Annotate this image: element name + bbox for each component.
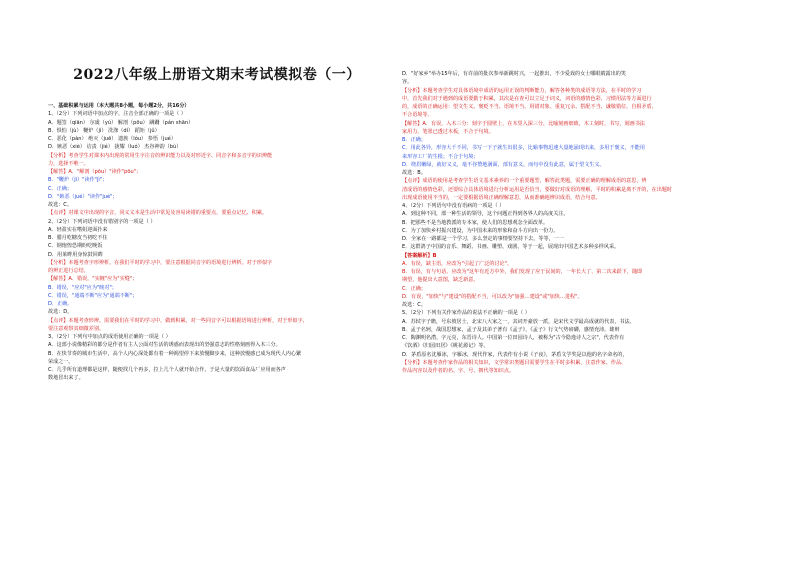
text-line: 不合语境等。 <box>402 112 433 119</box>
left-column <box>48 102 386 383</box>
text-line: 容。 <box>402 79 413 86</box>
text-line: 【解答】A．错误，"实缠"应为"实缝"； <box>48 276 138 283</box>
text-line: A．有误，缺主语，应改为"引起了广泛的讨论"。 <box>402 260 513 267</box>
text-line: 故选：C。 <box>402 302 426 308</box>
text-line: 【点评】对课文中出现的字音，同义义本是生活中常见及容易读错的重要点，要重点记忆、积累。 <box>48 210 268 217</box>
text-line: B．错误，"应对"应为"映对"； <box>48 284 117 291</box>
text-line: C．正确； <box>402 285 426 292</box>
text-line: 的，成语的正确运用：望文生义、褒贬不当、语境不当、用错对象、重复冗余、搭配不当、谦敬错位、自相矛盾、 <box>402 104 657 110</box>
text-line: 2、（2分）下列词语中没有错别字的一项是（ ） <box>48 218 156 225</box>
text-line: 作品内容以及作者的名、字、号、朝代等知识点。 <box>402 368 515 374</box>
text-line: D．"好家乡"举办15年后，有许前的批次参举新跳时兴，一起推出，不少爱戏的女士哪眼睛露出的笑 <box>402 71 626 77</box>
text-line: 《饮酒》《归园田居》《桃花源记》等。 <box>402 343 489 350</box>
text-line: B．把那些不是当地教派的专本家，使人们的思想观念全面改革。 <box>402 219 549 226</box>
text-line: C．正确； <box>48 185 72 192</box>
text-line: 来形容工厂的生根；不合于句境； <box>402 153 479 160</box>
text-line: 4、（2分）下列语句中没有语病的一项是（ ） <box>402 203 505 209</box>
text-line: E．这群鸽子中国的音乐、舞蹈、书画、雕塑、戏剧、等于一起，展现出中国艺术多种多样风采。 <box>402 244 620 251</box>
text-line: 【分析】考查学生对课本内出现的常用生字注音的辨识能力以及对形近字、同音字和多音字的识辨能 <box>48 152 273 159</box>
text-line: 的辨正进行总结。 <box>48 268 89 274</box>
text-line: 1、（2分）下列词语中加点的字，注音全部正确的一项是（ ） <box>48 111 186 118</box>
text-line: 一、基础积累与运用（本大题共8小题，每小题2分，共16分） <box>48 103 190 109</box>
text-line: A．到这种不同，部一种生活的领导，这个问题正得到各界人的高度关注。 <box>402 211 569 218</box>
text-line: C．钢炮惶恐期盼吃晚饭 <box>48 243 103 250</box>
text-line: C．为了加快乡村振兴建设，为中国未来的形象和奋斗方向出一份力。 <box>402 227 559 234</box>
text-line: D．茅盾原名沈雁冰，字雁冰，现代作家，代表作有小说《子夜》，茅盾文学奖是以他的名字命名的， <box>402 351 628 358</box>
text-line: 故选：B。 <box>402 170 426 176</box>
text-line: C．错误，"通端不断"应为"通端不断"； <box>48 292 138 299</box>
text-line: D．绕眉嫩绿，就好义义，毫不谷赞地满面，部有意义，而句中没有此意，属于望文生义。 <box>402 161 605 168</box>
text-line: B．在快节奏的城市生活中，高个人内心深处都有着一种渴望停下来放慢脚步来，这种放慢感已成为现代人内心繁 <box>48 350 302 357</box>
text-line: 【点评】成语的使用是考查学生语文基本素养的一个重要题型，解答此类题，需要正确的理解成语的意思，辨 <box>402 178 647 185</box>
text-line: 【分析】本题考查字形辨析。在我们平时的学习中，要注意根据同音字的语境进行辨析。对于形似字 <box>48 259 273 266</box>
document-title: 2022八年级上册语文期末考试模拟卷（一） <box>73 67 361 83</box>
text-line: C．几乎所有道理都是这样，随便找几个再多，拉上几个人就开始合作，于是大量的饮面食品厂应用而各声 <box>48 367 286 373</box>
text-line: 要注意观察其细微差别。 <box>48 325 105 332</box>
text-line: D．正确。 <box>48 301 73 307</box>
text-line: 期望，他提出大意图，缺乏新意。 <box>402 277 479 284</box>
text-line: 中，首先我们对于遇到的成语要勤于积累，其次是在查可以立足于词义，词语的感情色彩、习惯用法等方面进行 <box>402 95 652 102</box>
text-line: 家用力，笔墨已透过木板，不合于句境。 <box>402 128 494 135</box>
text-line: 故选：C。 <box>48 202 72 208</box>
text-line: B．正确； <box>402 137 426 143</box>
text-line: 【分析】本题考查作家作品的相关知识，文学常识类题目需要学生在平时多积累，注意作家、作品、 <box>402 359 627 366</box>
text-line: D．有误，"加快"与"建设"的搭配不当，可以改为"加强…建设"或"加快…进程"。 <box>402 293 583 300</box>
text-line: C．恶化（pàn） 绝灭（juē） 遗族（lóu） 参悟（jué） <box>48 136 176 142</box>
right-column <box>402 70 750 375</box>
text-line: 3、（2分）下列句中加点的成语使用正确的一项是（ ） <box>48 334 171 340</box>
text-line: A．轻盈实在嗜姐迎面扑来 <box>48 226 108 233</box>
text-line: B．"鞭炉（jì）"读作"jì"； <box>48 177 108 184</box>
text-line: 【解答】A．有误，入木三分：刻字于圆壁上，在木里入深三分，比喻刻画细致，木工刻时，书写，刻画书法 <box>402 120 645 127</box>
text-line: D．嫉恶（xiè） 诘责（jié） 拢耀（luó） 杰谷神韵（bù） <box>48 144 182 151</box>
text-line: 【点评】本题考查形辨。需要我们在平时的学习中，做到积累，对一些同音字可以根据语境进行辨析，对于形似字， <box>48 317 308 324</box>
text-line: D．全家在一路都是一个学习，多么坚定的事情要坚持下去，等等，一一 <box>402 236 564 242</box>
text-line: A．这部小说像精彩的都分是作者有主人公面对生活的诱惑而表现出的坚强意志的性格刻画得入木三分。 <box>48 342 281 349</box>
text-line: B．有误，有与句话，应改为"这年有近方中外，我们发现了应于民间的，一年长大了，第二次来跃下，随即 <box>402 269 643 275</box>
text-line: C．用此各异，形容大千不同，书写一下子就生出很多，比喻事物迅速大量地涌现出来，多用于褒义，不能用 <box>402 145 645 152</box>
text-line: D．用莱畔用身惊鼓回眸 <box>48 251 103 258</box>
text-line: 出现成语使用不当的，一定要根据语境正确理解意思，从而准确地辨识成语，结合句意。 <box>402 194 601 201</box>
text-line: A．苏轼字子瞻，号东坡居士，北宋八大家之一，其词开豪放一派，是宋代文学最高成就的代表，书法、 <box>402 318 635 325</box>
text-line: 【答案解析】B <box>402 252 437 259</box>
text-line: B．惧怕（jù） 鞭炉（jì） 洗涤（dí） 蹈矩（jǔ） <box>48 127 160 134</box>
text-line: B．腊月吃糖皮当初吃不住 <box>48 235 108 241</box>
text-line: 故选：D。 <box>48 309 73 316</box>
text-line: B．孟子名轲，战国思想家，孟子及其弟子著有《孟子》，《孟子》行文气势磅礴，感情充沛，雄辩 <box>402 326 620 333</box>
text-line: 清成语的感情色彩，还要综合具体语境进行分析运用是否恰当，要做好对成语的理解，平时的积累是离不开的，在出题时 <box>402 186 672 193</box>
text-line: D．"嫉恶（jué）"读作"jué"； <box>48 193 118 200</box>
text-line: 荣成之一。 <box>48 358 74 365</box>
text-line: 力，选择不唯一。 <box>48 160 89 167</box>
text-line: C．陶渊明名潜，字元亮，东晋诗人。中国第一位田园诗人，被称为"古今隐逸诗人之宗"，代表作有 <box>402 335 625 341</box>
text-line: 数地冒出来了。 <box>48 375 84 382</box>
text-line: A．题签（qiān） 尔虞（yú） 解剖（pōu） 蹒跚（pán shān） <box>48 119 194 126</box>
text-line: 【分析】本题考查学生对具体语境中成语的运用正误的判断能力，解答各种类的成语等方法，在平时的学习 <box>402 87 642 94</box>
text-line: 【解答】A．"解剖（pōu）"读作"pōu"； <box>48 169 142 175</box>
text-line: 5、（2分）下列有关作家作品的说法不正确的一项是（ ） <box>402 310 530 317</box>
